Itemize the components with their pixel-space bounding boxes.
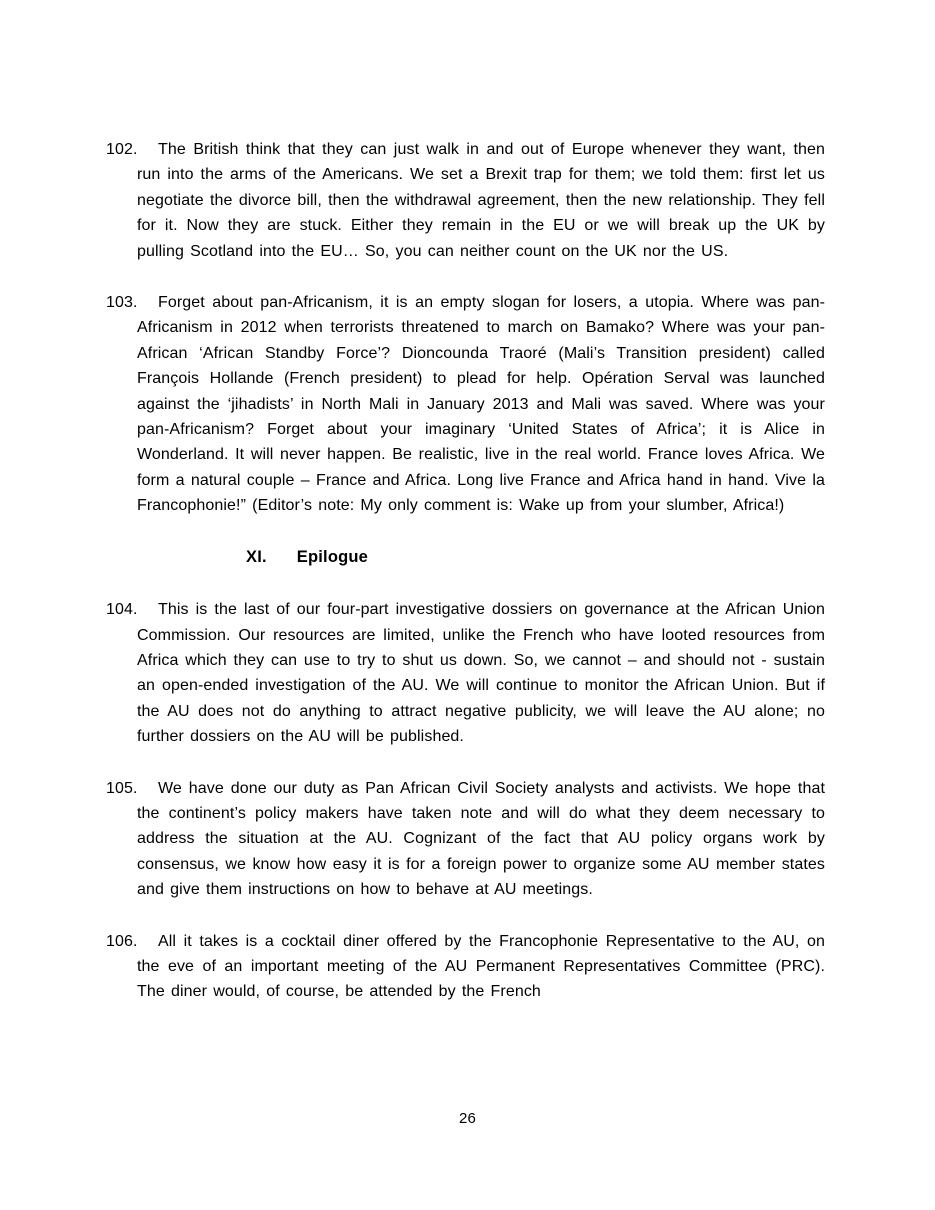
paragraph-102-text: The British think that they can just walk in and out of Europe whenever they want, then run into the arms of the Americans. We set a Brexit trap for them; we told them: first let us negotiate the divorce bill, then the withdrawal agreement, then the new relationship. They fell for it. Now they are stuck. Either they remain in the EU or we will break up the UK by pulling Scotland into the EU… So, you can neither count on the UK nor the US. [137, 141, 825, 260]
paragraph-106 [106, 929, 825, 1005]
paragraph-103-number: 103. [106, 294, 138, 312]
paragraph-103 [106, 290, 825, 519]
paragraph-102-number: 102. [106, 141, 138, 158]
paragraph-104-text: This is the last of our four-part investigative dossiers on governance at the African Union Commission. Our resources are limited, unlike the French who have looted resources from Africa which they can use to try to shut us down. So, we cannot – and should not - sustain an open-ended investigation of the AU. We will continue to monitor the African Union. But if the AU does not do anything to attract negative publicity, we will leave the AU alone; no further dossiers on the AU will be published. [137, 601, 825, 746]
paragraph-105-text: We have done our duty as Pan African Civil Society analysts and activists. We hope that the continent’s policy makers have taken note and will do what they deem necessary to address the situation at the AU. Cognizant of the fact that AU policy organs work by consensus, we know how easy it is for a foreign power to organize some AU member states and give them instructions on how to behave at AU meetings. [137, 779, 825, 899]
section-heading-epilogue [246, 545, 825, 570]
paragraph-105-number: 105. [106, 779, 138, 797]
section-heading-title: Epilogue [296, 547, 369, 566]
paragraph-104 [106, 597, 825, 749]
page-number: 26 [459, 1110, 476, 1127]
paragraph-104-number: 104. [106, 601, 138, 619]
paragraph-103-text: Forget about pan-Africanism, it is an empty slogan for losers, a utopia. Where was pan-Africanism in 2012 when terrorists threatened to march on Bamako? Where was your pan-African ‘African Standby Force’? Dioncounda Traoré (Mali’s Transition president) called François Hollande (French president) to plead for help. Opération Serval was launched against the ‘jihadists’ in North Mali in January 2013 and Mali was saved. Where was your pan-Africanism? Forget about your imaginary ‘United States of Africa’; it is Alice in Wonderland. It will never happen. Be realistic, live in the real world. France loves Africa. We form a natural couple – France and Africa. Long live France and Africa hand in hand. Vive la Francophonie!” (Editor’s note: My only comment is: Wake up from your slumber, Africa!) [137, 294, 825, 515]
paragraph-102 [106, 137, 825, 264]
paragraph-106-number: 106. [106, 932, 138, 950]
paragraph-106-text: All it takes is a cocktail diner offered by the Francophonie Representative to the AU, on the eve of an important meeting of the AU Permanent Representatives Committee (PRC). The diner would, of course, be attended by the French [137, 932, 825, 1001]
paragraph-105 [106, 776, 825, 903]
section-heading-numeral: XI. [246, 547, 267, 566]
